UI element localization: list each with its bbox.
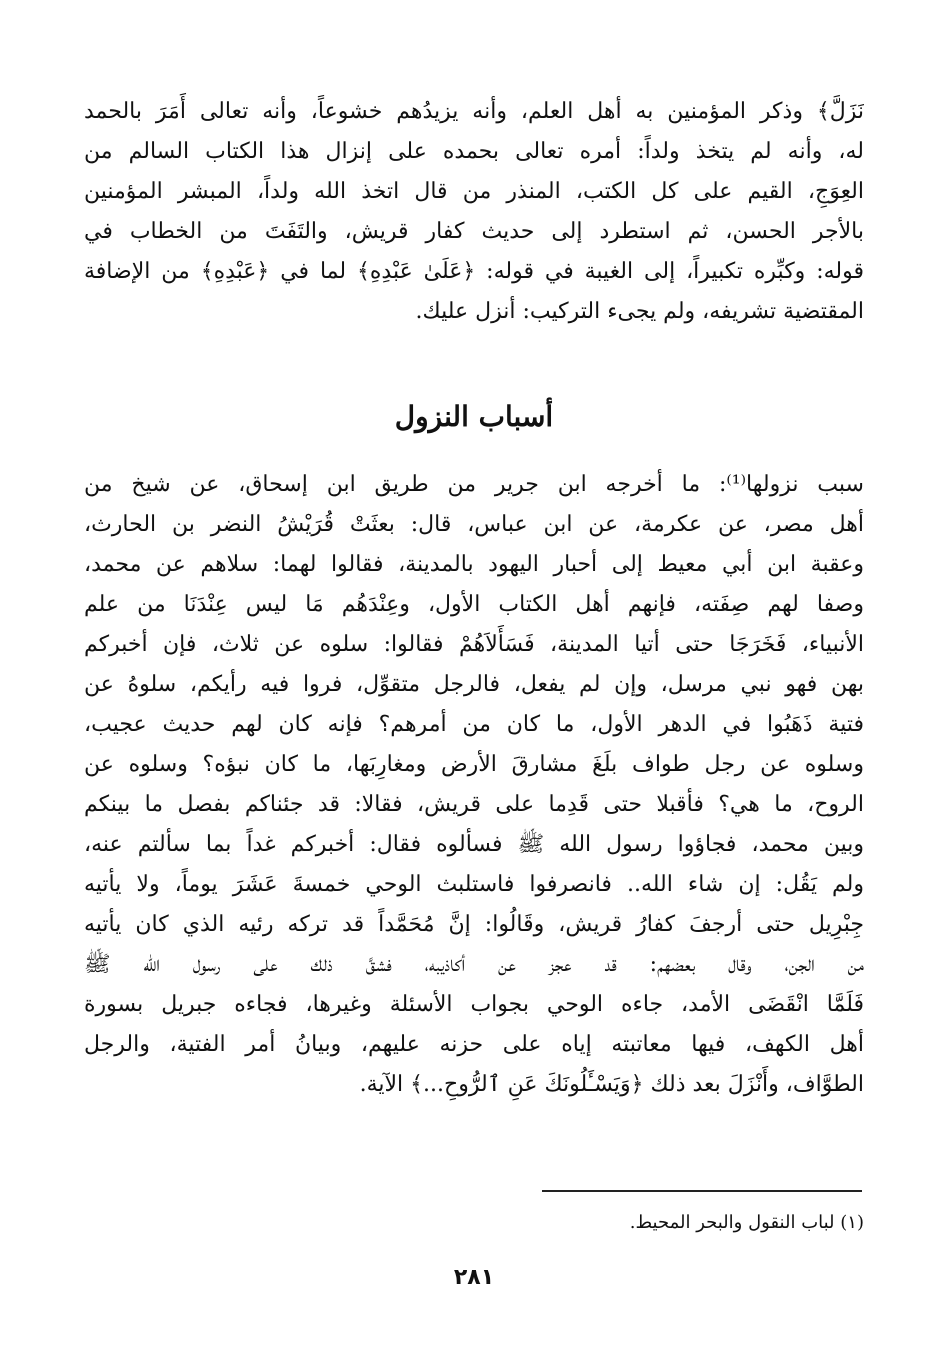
text-line: سبب نزولها⁽¹⁾: ما أخرجه ابن جرير من طريق ابن إسحاق، عن شيخ من <box>84 472 864 497</box>
text-line: له، وأنه لم يتخذ ولداً: أمره تعالى بحمده على إنزال هذا الكتاب السالم من <box>84 139 864 164</box>
text-line: وبين محمد، فجاؤوا رسول الله ﷺ فسألوه فقال: أخبركم غداً بما سألتم عنه، <box>84 832 864 857</box>
text-line: الأنبياء، فَخَرَجَا حتى أتيا المدينة، فَسَأَلاَهُمْ فقالوا: سلوه عن ثلاث، فإن أخبركم <box>84 632 864 657</box>
text-line: بهن فهو نبي مرسل، وإن لم يفعل، فالرجل متقوِّل، فروا فيه رأيكم، سلوهُ عن <box>84 672 864 697</box>
text-line: ولم يَقُل: إن شاء الله.. فانصرفوا فاستلبث الوحي خمسةَ عَشَرَ يوماً، ولا يأتيه <box>84 872 864 897</box>
page-number: ٢٨١ <box>453 1265 495 1290</box>
text-line: المقتضية تشريفه، ولم يجىء التركيب: أنزل عليك. <box>415 299 864 324</box>
text-line: وصفا لهم صِفَته، فإنهم أهل الكتاب الأول، وعِنْدَهُم مَا ليس عِنْدَنَا من علم <box>84 592 864 617</box>
text-line: العِوَجِ، القيم على كل الكتب، المنذر من قال اتخذ الله ولداً، المبشر المؤمنين <box>84 179 864 204</box>
text-line: وعقبة ابن أبي معيط إلى أحبار اليهود بالمدينة، فقالوا لهما: سلاهم عن محمد، <box>84 552 864 577</box>
text-line: جِبْرِيل حتى أرجفَ كفارُ قريش، وقَالُوا: إنَّ مُحَمَّداً قد تركه رئيه الذي كان يأتيه <box>84 912 864 937</box>
text-line: من الجن، وقال بعضهم: قد عجز عن أكاذيبه، فشقَّ ذلك على رسول الله ﷺ <box>84 952 864 977</box>
text-line: أهل الكهف، فيها معاتبته إياه على حزنه عليهم، وبيانُ أمر الفتية، والرجل <box>84 1032 864 1057</box>
footnote-divider <box>542 1190 862 1192</box>
section-heading: أسباب النزول <box>394 400 554 433</box>
intro-paragraph <box>84 92 864 332</box>
text-line: الروح، ما هي؟ فأقبلا حتى قَدِما على قريش، فقالا: قد جئناكم بفصل ما بينكم <box>84 792 864 817</box>
text-line: فتية ذَهَبُوا في الدهر الأول، ما كان من أمرهم؟ فإنه كان لهم حديث عجيب، <box>84 712 864 737</box>
text-line: الطوَّاف، وأَنْزَلَ بعد ذلك ﴿وَيَسْـَٔلُونَكَ عَنِ ٱلرُّوحِ...﴾ الآية. <box>359 1072 864 1097</box>
text-line: أهل مصر، عن عكرمة، عن ابن عباس، قال: بعثَتْ قُرَيْشُ النضر بن الحارث، <box>84 512 864 537</box>
text-line: وسلوه عن رجل طواف بلَغَ مشارقَ الأرض ومغارِبَها، ما كان نبؤه؟ وسلوه عن <box>84 752 864 777</box>
text-line: نَزَلَّ﴾ وذكر المؤمنين به أهل العلم، وأنه يزيدُهم خشوعاً، وأنه تعالى أَمَرَ بالحمد <box>84 99 864 124</box>
text-line: بالأجر الحسن، ثم استطرد إلى حديث كفار قريش، والتَفَتَ من الخطاب في <box>84 219 864 244</box>
text-line: فَلَمَّا انْقَضَى الأمد، جاءه الوحي بجواب الأسئلة وغيرها، فجاءه جبريل بسورة <box>84 992 864 1017</box>
text-line: قوله: وكبِّره تكبيراً، إلى الغيبة في قوله: ﴿عَلَىٰ عَبْدِهِ﴾ لما في ﴿عَبْدِهِ﴾ من الإضافة <box>84 259 864 284</box>
footnote: (١) لباب النقول والبحر المحيط. <box>629 1212 864 1233</box>
body-paragraph <box>84 465 864 1105</box>
